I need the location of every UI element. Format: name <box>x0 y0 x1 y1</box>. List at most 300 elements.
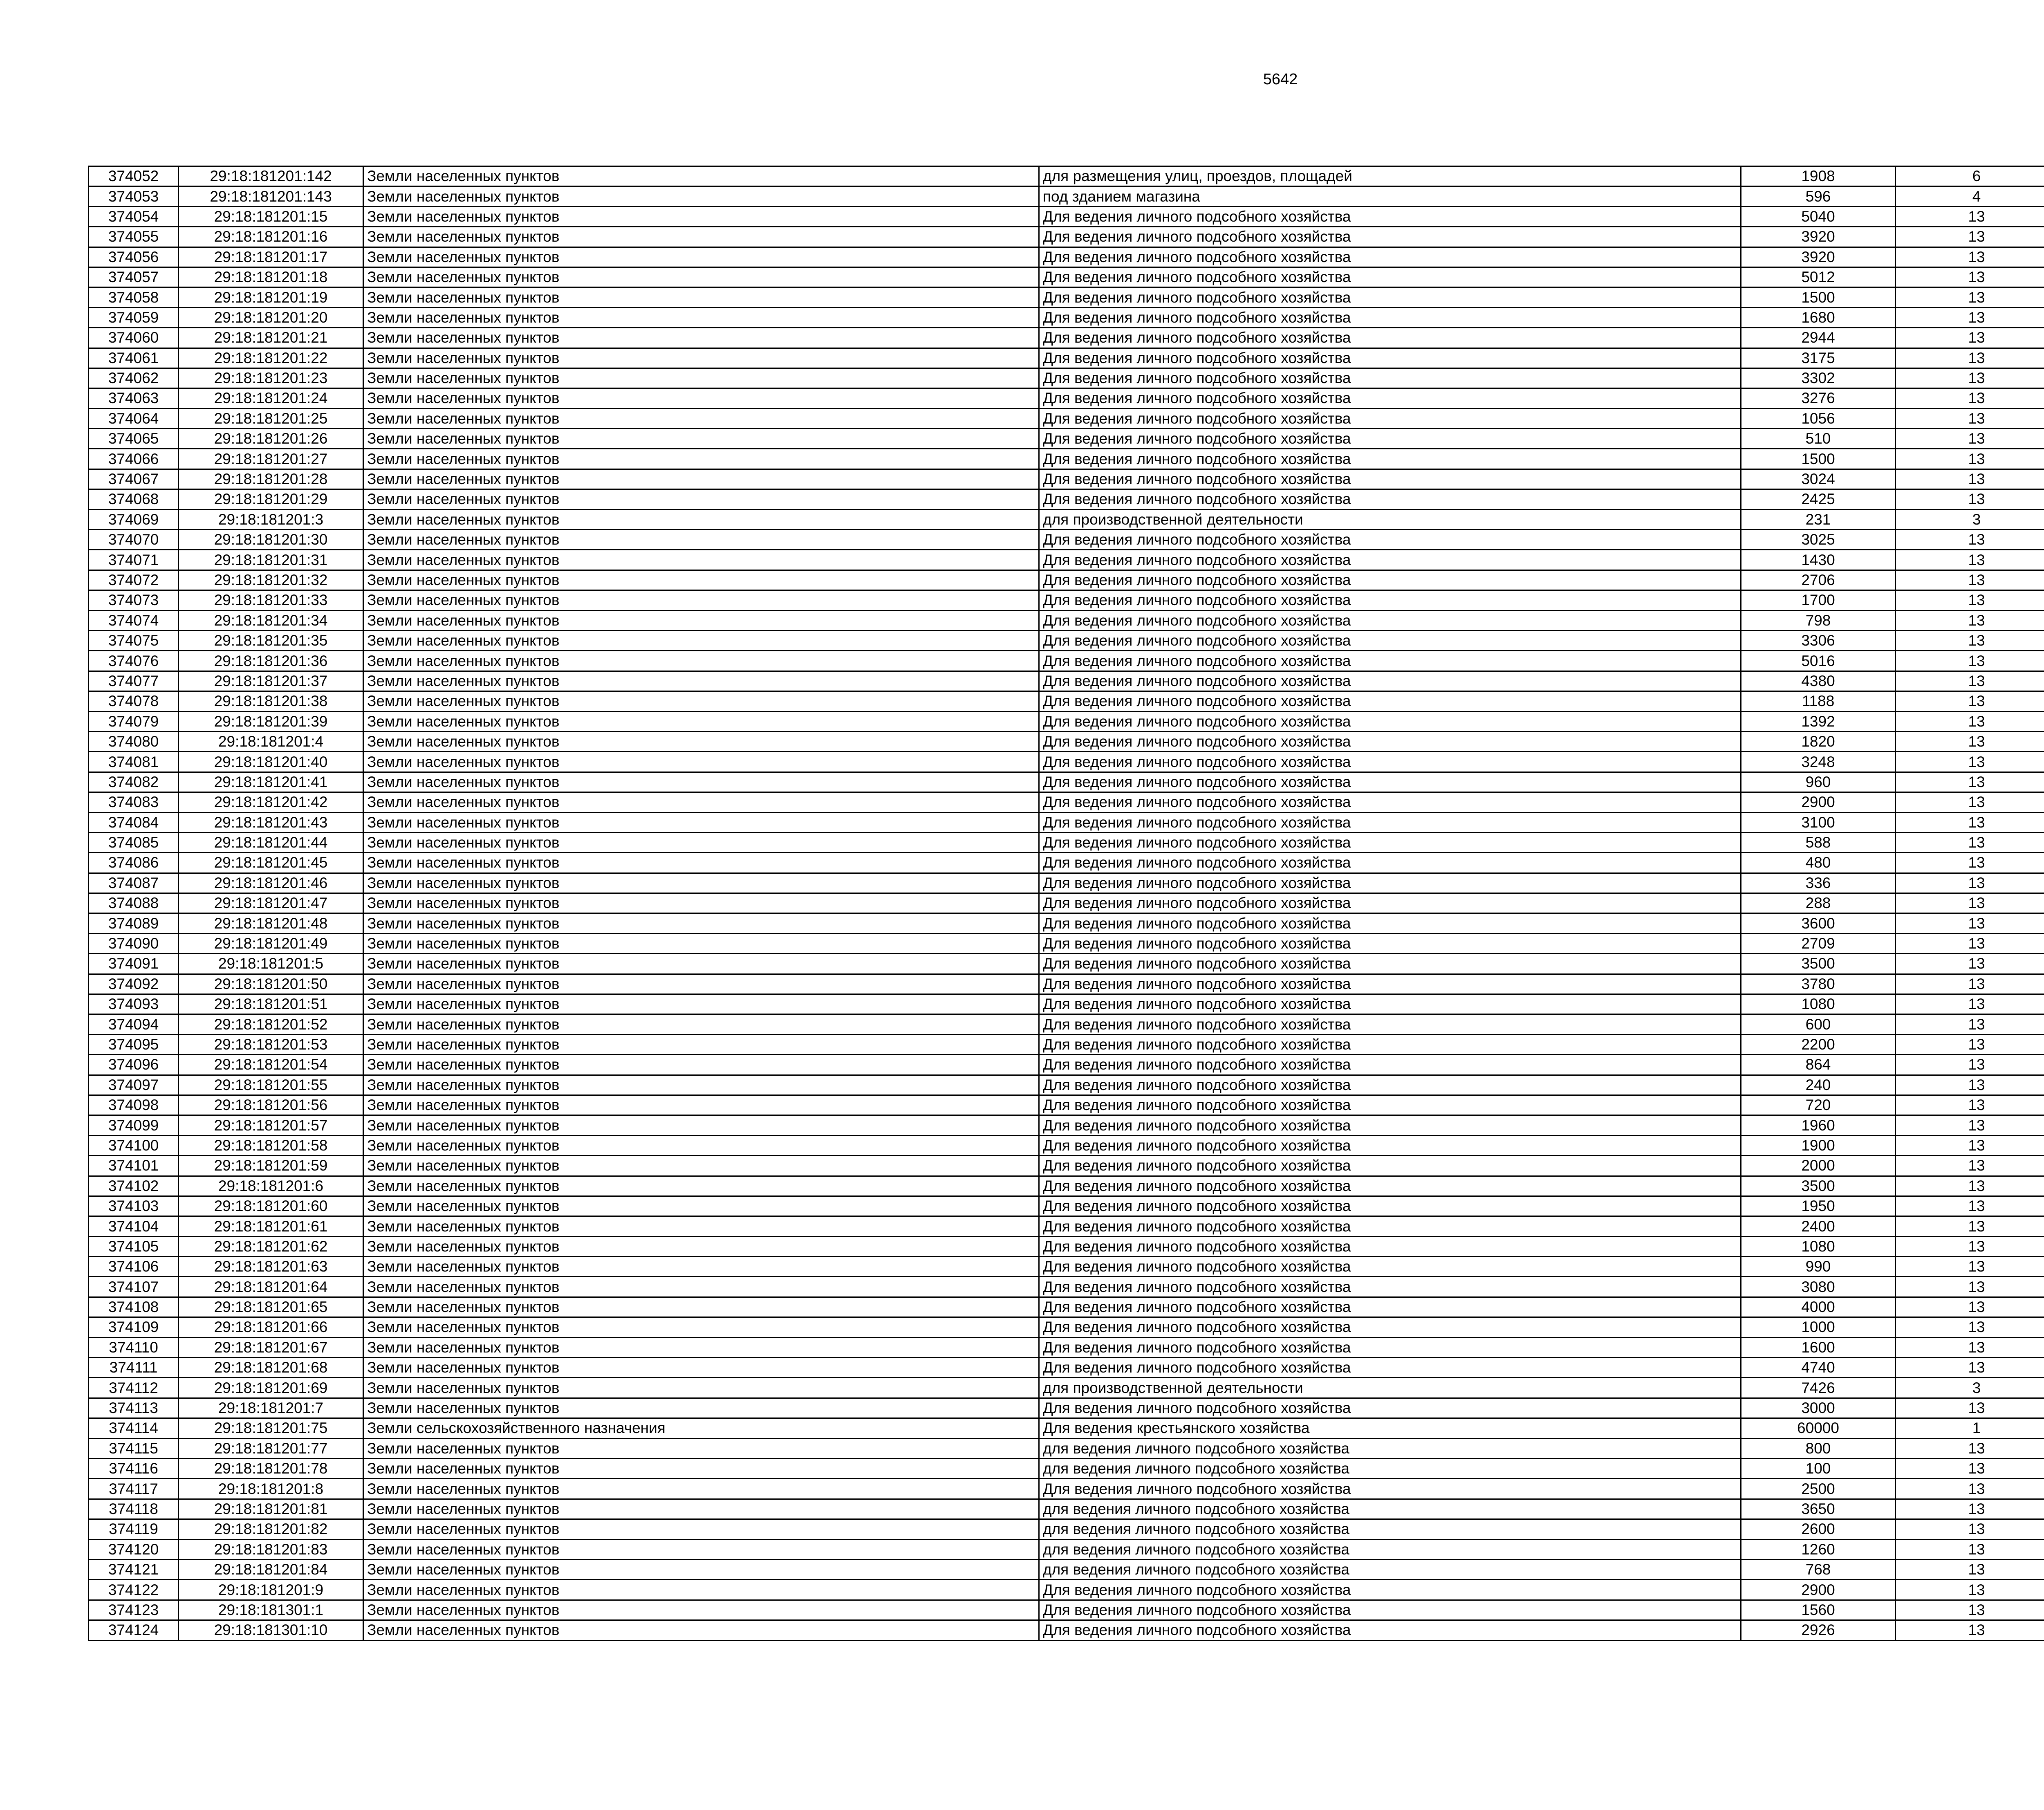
group-cell: 13 <box>1896 1277 2044 1297</box>
record-number-cell: 374054 <box>89 206 179 227</box>
record-number-cell: 374061 <box>89 348 179 368</box>
table-row <box>89 287 2044 307</box>
area-cell: 3500 <box>1741 954 1896 974</box>
area-cell: 1560 <box>1741 1600 1896 1620</box>
cadastral-number-cell: 29:18:181201:57 <box>179 1115 363 1135</box>
cadastral-number-cell: 29:18:181201:31 <box>179 550 363 570</box>
permitted-use-cell: Для ведения личного подсобного хозяйства <box>1039 954 1741 974</box>
cadastral-number-cell: 29:18:181201:28 <box>179 469 363 489</box>
land-category-cell: Земли населенных пунктов <box>363 1196 1039 1216</box>
permitted-use-cell: Для ведения личного подсобного хозяйства <box>1039 388 1741 408</box>
table-row <box>89 671 2044 691</box>
permitted-use-cell: Для ведения личного подсобного хозяйства <box>1039 651 1741 671</box>
land-category-cell: Земли населенных пунктов <box>363 570 1039 590</box>
group-cell: 13 <box>1896 1115 2044 1135</box>
permitted-use-cell: Для ведения личного подсобного хозяйства <box>1039 287 1741 307</box>
land-category-cell: Земли населенных пунктов <box>363 1580 1039 1600</box>
permitted-use-cell: для ведения личного подсобного хозяйства <box>1039 1499 1741 1519</box>
area-cell: 3100 <box>1741 812 1896 832</box>
table-row <box>89 1277 2044 1297</box>
area-cell: 720 <box>1741 1095 1896 1115</box>
permitted-use-cell: Для ведения личного подсобного хозяйства <box>1039 590 1741 610</box>
record-number-cell: 374060 <box>89 328 179 348</box>
table-row <box>89 1600 2044 1620</box>
area-cell: 5016 <box>1741 651 1896 671</box>
table-row <box>89 1378 2044 1398</box>
area-cell: 2500 <box>1741 1479 1896 1499</box>
area-cell: 3024 <box>1741 469 1896 489</box>
area-cell: 1820 <box>1741 731 1896 751</box>
group-cell: 13 <box>1896 1075 2044 1095</box>
record-number-cell: 374091 <box>89 954 179 974</box>
area-cell: 3302 <box>1741 368 1896 388</box>
table-row <box>89 731 2044 751</box>
area-cell: 2926 <box>1741 1620 1896 1640</box>
permitted-use-cell: Для ведения личного подсобного хозяйства <box>1039 873 1741 893</box>
permitted-use-cell: Для ведения личного подсобного хозяйства <box>1039 1398 1741 1418</box>
group-cell: 13 <box>1896 1297 2044 1317</box>
land-category-cell: Земли населенных пунктов <box>363 1297 1039 1317</box>
permitted-use-cell: Для ведения личного подсобного хозяйства <box>1039 994 1741 1014</box>
cadastral-number-cell: 29:18:181201:23 <box>179 368 363 388</box>
table-row <box>89 832 2044 852</box>
area-cell: 1700 <box>1741 590 1896 610</box>
cadastral-number-cell: 29:18:181201:67 <box>179 1337 363 1357</box>
land-category-cell: Земли населенных пунктов <box>363 974 1039 994</box>
land-category-cell: Земли населенных пунктов <box>363 550 1039 570</box>
area-cell: 3000 <box>1741 1398 1896 1418</box>
cadastral-number-cell: 29:18:181201:34 <box>179 610 363 630</box>
permitted-use-cell: Для ведения личного подсобного хозяйства <box>1039 1176 1741 1196</box>
area-cell: 231 <box>1741 509 1896 529</box>
group-cell: 13 <box>1896 752 2044 772</box>
table-row <box>89 1014 2044 1034</box>
area-cell: 60000 <box>1741 1418 1896 1438</box>
record-number-cell: 374095 <box>89 1034 179 1054</box>
record-number-cell: 374092 <box>89 974 179 994</box>
table-row <box>89 651 2044 671</box>
table-row <box>89 1559 2044 1579</box>
group-cell: 13 <box>1896 368 2044 388</box>
land-category-cell: Земли населенных пунктов <box>363 1095 1039 1115</box>
land-category-cell: Земли населенных пунктов <box>363 408 1039 428</box>
group-cell: 13 <box>1896 1034 2044 1054</box>
land-category-cell: Земли населенных пунктов <box>363 792 1039 812</box>
cadastral-number-cell: 29:18:181201:26 <box>179 429 363 449</box>
permitted-use-cell: Для ведения крестьянского хозяйства <box>1039 1418 1741 1438</box>
permitted-use-cell: Для ведения личного подсобного хозяйства <box>1039 711 1741 731</box>
cadastral-number-cell: 29:18:181201:3 <box>179 509 363 529</box>
land-category-cell: Земли населенных пунктов <box>363 832 1039 852</box>
record-number-cell: 374098 <box>89 1095 179 1115</box>
record-number-cell: 374121 <box>89 1559 179 1579</box>
permitted-use-cell: для ведения личного подсобного хозяйства <box>1039 1459 1741 1479</box>
cadastral-number-cell: 29:18:181201:30 <box>179 530 363 550</box>
cadastral-number-cell: 29:18:181201:41 <box>179 772 363 792</box>
area-cell: 2944 <box>1741 328 1896 348</box>
area-cell: 2900 <box>1741 792 1896 812</box>
land-category-cell: Земли населенных пунктов <box>363 1398 1039 1418</box>
group-cell: 13 <box>1896 1620 2044 1640</box>
record-number-cell: 374068 <box>89 489 179 509</box>
table-row <box>89 772 2044 792</box>
record-number-cell: 374103 <box>89 1196 179 1216</box>
area-cell: 3080 <box>1741 1277 1896 1297</box>
permitted-use-cell: Для ведения личного подсобного хозяйства <box>1039 1075 1741 1095</box>
permitted-use-cell: Для ведения личного подсобного хозяйства <box>1039 307 1741 327</box>
area-cell: 3920 <box>1741 247 1896 267</box>
record-number-cell: 374090 <box>89 933 179 953</box>
permitted-use-cell: Для ведения личного подсобного хозяйства <box>1039 974 1741 994</box>
cadastral-number-cell: 29:18:181201:44 <box>179 832 363 852</box>
cadastral-number-cell: 29:18:181201:5 <box>179 954 363 974</box>
land-category-cell: Земли населенных пунктов <box>363 307 1039 327</box>
group-cell: 13 <box>1896 227 2044 247</box>
group-cell: 13 <box>1896 429 2044 449</box>
table-row <box>89 550 2044 570</box>
record-number-cell: 374093 <box>89 994 179 1014</box>
record-number-cell: 374118 <box>89 1499 179 1519</box>
area-cell: 7426 <box>1741 1378 1896 1398</box>
table-row <box>89 328 2044 348</box>
group-cell: 13 <box>1896 287 2044 307</box>
land-category-cell: Земли населенных пунктов <box>363 1438 1039 1458</box>
table-row <box>89 933 2044 953</box>
table-row <box>89 429 2044 449</box>
area-cell: 2709 <box>1741 933 1896 953</box>
land-category-cell: Земли населенных пунктов <box>363 388 1039 408</box>
table-row <box>89 307 2044 327</box>
group-cell: 13 <box>1896 1014 2044 1034</box>
land-category-cell: Земли населенных пунктов <box>363 287 1039 307</box>
table-row <box>89 408 2044 428</box>
record-number-cell: 374108 <box>89 1297 179 1317</box>
group-cell: 13 <box>1896 1095 2044 1115</box>
land-category-cell: Земли населенных пунктов <box>363 1600 1039 1620</box>
record-number-cell: 374076 <box>89 651 179 671</box>
record-number-cell: 374110 <box>89 1337 179 1357</box>
table-row <box>89 590 2044 610</box>
area-cell: 2600 <box>1741 1519 1896 1539</box>
group-cell: 13 <box>1896 671 2044 691</box>
group-cell: 3 <box>1896 1378 2044 1398</box>
record-number-cell: 374102 <box>89 1176 179 1196</box>
group-cell: 13 <box>1896 550 2044 570</box>
record-number-cell: 374100 <box>89 1135 179 1155</box>
table-row <box>89 711 2044 731</box>
group-cell: 13 <box>1896 812 2044 832</box>
cadastral-number-cell: 29:18:181201:143 <box>179 186 363 206</box>
table-row <box>89 691 2044 711</box>
area-cell: 2000 <box>1741 1156 1896 1176</box>
table-row <box>89 1459 2044 1479</box>
group-cell: 13 <box>1896 570 2044 590</box>
permitted-use-cell: Для ведения личного подсобного хозяйства <box>1039 1297 1741 1317</box>
table-row <box>89 227 2044 247</box>
cadastral-number-cell: 29:18:181201:75 <box>179 1418 363 1438</box>
record-number-cell: 374088 <box>89 893 179 913</box>
land-category-cell: Земли населенных пунктов <box>363 893 1039 913</box>
land-category-cell: Земли населенных пунктов <box>363 267 1039 287</box>
record-number-cell: 374084 <box>89 812 179 832</box>
group-cell: 13 <box>1896 307 2044 327</box>
group-cell: 13 <box>1896 206 2044 227</box>
group-cell: 13 <box>1896 388 2044 408</box>
permitted-use-cell: Для ведения личного подсобного хозяйства <box>1039 1600 1741 1620</box>
land-category-cell: Земли населенных пунктов <box>363 1257 1039 1277</box>
record-number-cell: 374075 <box>89 630 179 650</box>
record-number-cell: 374082 <box>89 772 179 792</box>
record-number-cell: 374109 <box>89 1317 179 1337</box>
table-row <box>89 994 2044 1014</box>
record-number-cell: 374105 <box>89 1236 179 1256</box>
group-cell: 13 <box>1896 1216 2044 1236</box>
record-number-cell: 374104 <box>89 1216 179 1236</box>
record-number-cell: 374099 <box>89 1115 179 1135</box>
land-category-cell: Земли населенных пунктов <box>363 1156 1039 1176</box>
cadastral-number-cell: 29:18:181201:62 <box>179 1236 363 1256</box>
area-cell: 798 <box>1741 610 1896 630</box>
group-cell: 13 <box>1896 1459 2044 1479</box>
permitted-use-cell: Для ведения личного подсобного хозяйства <box>1039 1135 1741 1155</box>
cadastral-number-cell: 29:18:181201:22 <box>179 348 363 368</box>
group-cell: 13 <box>1896 348 2044 368</box>
group-cell: 13 <box>1896 974 2044 994</box>
area-cell: 2400 <box>1741 1216 1896 1236</box>
permitted-use-cell: Для ведения личного подсобного хозяйства <box>1039 933 1741 953</box>
group-cell: 13 <box>1896 1438 2044 1458</box>
group-cell: 13 <box>1896 1055 2044 1075</box>
land-category-cell: Земли населенных пунктов <box>363 368 1039 388</box>
cadastral-number-cell: 29:18:181201:20 <box>179 307 363 327</box>
cadastral-number-cell: 29:18:181201:32 <box>179 570 363 590</box>
table-row <box>89 1257 2044 1277</box>
area-cell: 510 <box>1741 429 1896 449</box>
area-cell: 1056 <box>1741 408 1896 428</box>
land-category-cell: Земли населенных пунктов <box>363 166 1039 186</box>
group-cell: 13 <box>1896 1257 2044 1277</box>
cadastral-number-cell: 29:18:181201:6 <box>179 1176 363 1196</box>
area-cell: 588 <box>1741 832 1896 852</box>
permitted-use-cell: Для ведения личного подсобного хозяйства <box>1039 1095 1741 1115</box>
table-row <box>89 1620 2044 1640</box>
land-category-cell: Земли населенных пунктов <box>363 206 1039 227</box>
area-cell: 960 <box>1741 772 1896 792</box>
table-row <box>89 1115 2044 1135</box>
cadastral-number-cell: 29:18:181201:39 <box>179 711 363 731</box>
record-number-cell: 374055 <box>89 227 179 247</box>
land-category-cell: Земли населенных пунктов <box>363 1499 1039 1519</box>
land-category-cell: Земли населенных пунктов <box>363 1378 1039 1398</box>
table-row <box>89 1358 2044 1378</box>
area-cell: 1908 <box>1741 166 1896 186</box>
permitted-use-cell: Для ведения личного подсобного хозяйства <box>1039 1236 1741 1256</box>
area-cell: 1080 <box>1741 1236 1896 1256</box>
table-row <box>89 530 2044 550</box>
group-cell: 13 <box>1896 408 2044 428</box>
group-cell: 13 <box>1896 247 2044 267</box>
area-cell: 1000 <box>1741 1317 1896 1337</box>
land-category-cell: Земли населенных пунктов <box>363 348 1039 368</box>
permitted-use-cell: Для ведения личного подсобного хозяйства <box>1039 1479 1741 1499</box>
table-row <box>89 1034 2044 1054</box>
table-row <box>89 974 2044 994</box>
permitted-use-cell: Для ведения личного подсобного хозяйства <box>1039 630 1741 650</box>
cadastral-number-cell: 29:18:181201:42 <box>179 792 363 812</box>
table-row <box>89 1176 2044 1196</box>
group-cell: 13 <box>1896 954 2044 974</box>
table-row <box>89 1317 2044 1337</box>
record-number-cell: 374083 <box>89 792 179 812</box>
table-row <box>89 954 2044 974</box>
cadastral-number-cell: 29:18:181201:60 <box>179 1196 363 1216</box>
permitted-use-cell: Для ведения личного подсобного хозяйства <box>1039 489 1741 509</box>
permitted-use-cell: Для ведения личного подсобного хозяйства <box>1039 1156 1741 1176</box>
area-cell: 768 <box>1741 1559 1896 1579</box>
table-row <box>89 1055 2044 1075</box>
land-category-cell: Земли населенных пунктов <box>363 1620 1039 1640</box>
record-number-cell: 374070 <box>89 530 179 550</box>
land-category-cell: Земли населенных пунктов <box>363 1055 1039 1075</box>
record-number-cell: 374058 <box>89 287 179 307</box>
table-row <box>89 348 2044 368</box>
record-number-cell: 374096 <box>89 1055 179 1075</box>
cadastral-number-cell: 29:18:181201:49 <box>179 933 363 953</box>
table-row <box>89 1479 2044 1499</box>
cadastral-number-cell: 29:18:181201:15 <box>179 206 363 227</box>
permitted-use-cell: для ведения личного подсобного хозяйства <box>1039 1559 1741 1579</box>
group-cell: 13 <box>1896 691 2044 711</box>
permitted-use-cell: для ведения личного подсобного хозяйства <box>1039 1539 1741 1559</box>
group-cell: 13 <box>1896 610 2044 630</box>
cadastral-number-cell: 29:18:181201:36 <box>179 651 363 671</box>
land-category-cell: Земли населенных пунктов <box>363 1539 1039 1559</box>
table-row <box>89 388 2044 408</box>
cadastral-number-cell: 29:18:181201:9 <box>179 1580 363 1600</box>
group-cell: 13 <box>1896 933 2044 953</box>
cadastral-number-cell: 29:18:181201:59 <box>179 1156 363 1176</box>
record-number-cell: 374063 <box>89 388 179 408</box>
area-cell: 2425 <box>1741 489 1896 509</box>
group-cell: 13 <box>1896 1398 2044 1418</box>
table-row <box>89 449 2044 469</box>
area-cell: 1960 <box>1741 1115 1896 1135</box>
land-category-cell: Земли населенных пунктов <box>363 752 1039 772</box>
cadastral-number-cell: 29:18:181201:16 <box>179 227 363 247</box>
area-cell: 4380 <box>1741 671 1896 691</box>
land-category-cell: Земли населенных пунктов <box>363 812 1039 832</box>
area-cell: 3600 <box>1741 913 1896 933</box>
record-number-cell: 374106 <box>89 1257 179 1277</box>
land-category-cell: Земли населенных пунктов <box>363 186 1039 206</box>
permitted-use-cell: Для ведения личного подсобного хозяйства <box>1039 1358 1741 1378</box>
table-row <box>89 206 2044 227</box>
area-cell: 990 <box>1741 1257 1896 1277</box>
cadastral-number-cell: 29:18:181201:29 <box>179 489 363 509</box>
table-row <box>89 873 2044 893</box>
cadastral-number-cell: 29:18:181201:7 <box>179 1398 363 1418</box>
area-cell: 2200 <box>1741 1034 1896 1054</box>
cadastral-number-cell: 29:18:181201:24 <box>179 388 363 408</box>
permitted-use-cell: Для ведения личного подсобного хозяйства <box>1039 348 1741 368</box>
record-number-cell: 374078 <box>89 691 179 711</box>
table-row <box>89 893 2044 913</box>
permitted-use-cell: Для ведения личного подсобного хозяйства <box>1039 792 1741 812</box>
group-cell: 13 <box>1896 630 2044 650</box>
record-number-cell: 374062 <box>89 368 179 388</box>
group-cell: 13 <box>1896 1499 2044 1519</box>
permitted-use-cell: для ведения личного подсобного хозяйства <box>1039 1519 1741 1539</box>
permitted-use-cell: Для ведения личного подсобного хозяйства <box>1039 752 1741 772</box>
land-category-cell: Земли населенных пунктов <box>363 328 1039 348</box>
group-cell: 13 <box>1896 893 2044 913</box>
land-category-cell: Земли населенных пунктов <box>363 1337 1039 1357</box>
cadastral-number-cell: 29:18:181201:83 <box>179 1539 363 1559</box>
cadastral-number-cell: 29:18:181201:58 <box>179 1135 363 1155</box>
record-number-cell: 374122 <box>89 1580 179 1600</box>
group-cell: 13 <box>1896 994 2044 1014</box>
record-number-cell: 374117 <box>89 1479 179 1499</box>
record-number-cell: 374069 <box>89 509 179 529</box>
table-row <box>89 1297 2044 1317</box>
cadastral-number-cell: 29:18:181201:38 <box>179 691 363 711</box>
cadastral-number-cell: 29:18:181301:10 <box>179 1620 363 1640</box>
land-category-cell: Земли населенных пунктов <box>363 853 1039 873</box>
record-number-cell: 374086 <box>89 853 179 873</box>
permitted-use-cell: Для ведения личного подсобного хозяйства <box>1039 1014 1741 1034</box>
group-cell: 13 <box>1896 530 2044 550</box>
record-number-cell: 374119 <box>89 1519 179 1539</box>
permitted-use-cell: Для ведения личного подсобного хозяйства <box>1039 1620 1741 1640</box>
area-cell: 5012 <box>1741 267 1896 287</box>
area-cell: 4740 <box>1741 1358 1896 1378</box>
table-row <box>89 752 2044 772</box>
group-cell: 13 <box>1896 873 2044 893</box>
permitted-use-cell: Для ведения личного подсобного хозяйства <box>1039 1196 1741 1216</box>
permitted-use-cell: Для ведения личного подсобного хозяйства <box>1039 832 1741 852</box>
cadastral-number-cell: 29:18:181201:40 <box>179 752 363 772</box>
record-number-cell: 374073 <box>89 590 179 610</box>
group-cell: 13 <box>1896 913 2044 933</box>
record-number-cell: 374064 <box>89 408 179 428</box>
permitted-use-cell: Для ведения личного подсобного хозяйства <box>1039 812 1741 832</box>
land-category-cell: Земли населенных пунктов <box>363 1358 1039 1378</box>
group-cell: 13 <box>1896 1358 2044 1378</box>
record-number-cell: 374053 <box>89 186 179 206</box>
group-cell: 13 <box>1896 449 2044 469</box>
page-number: 5642 <box>1263 71 1298 88</box>
cadastral-number-cell: 29:18:181201:52 <box>179 1014 363 1034</box>
cadastral-number-cell: 29:18:181201:33 <box>179 590 363 610</box>
area-cell: 1080 <box>1741 994 1896 1014</box>
table-row <box>89 570 2044 590</box>
permitted-use-cell: Для ведения личного подсобного хозяйства <box>1039 429 1741 449</box>
land-category-cell: Земли населенных пунктов <box>363 691 1039 711</box>
land-category-cell: Земли населенных пунктов <box>363 913 1039 933</box>
table-row <box>89 1438 2044 1458</box>
cadastral-number-cell: 29:18:181201:55 <box>179 1075 363 1095</box>
group-cell: 13 <box>1896 651 2044 671</box>
permitted-use-cell: Для ведения личного подсобного хозяйства <box>1039 1317 1741 1337</box>
group-cell: 13 <box>1896 1236 2044 1256</box>
permitted-use-cell: для ведения личного подсобного хозяйства <box>1039 1438 1741 1458</box>
area-cell: 1680 <box>1741 307 1896 327</box>
record-number-cell: 374114 <box>89 1418 179 1438</box>
table-row <box>89 1135 2044 1155</box>
cadastral-number-cell: 29:18:181201:43 <box>179 812 363 832</box>
table-row <box>89 1499 2044 1519</box>
record-number-cell: 374097 <box>89 1075 179 1095</box>
